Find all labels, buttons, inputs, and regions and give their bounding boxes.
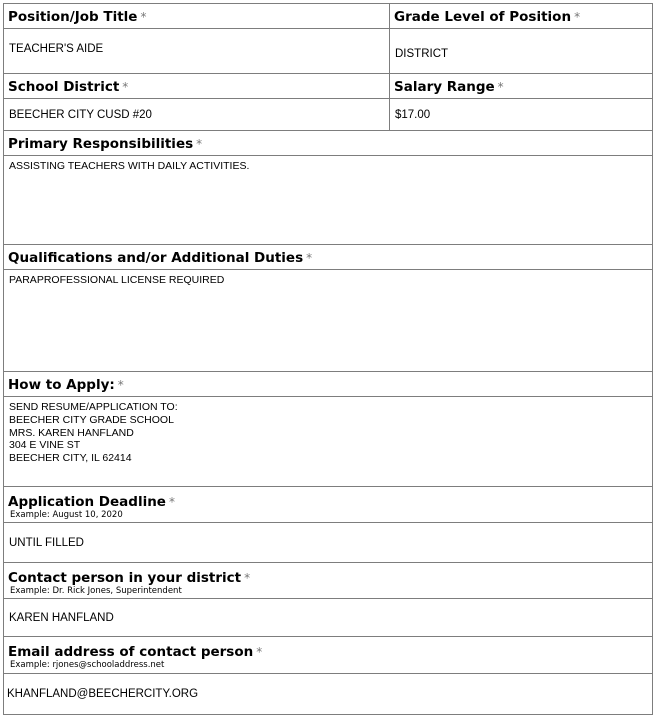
required-marker: * (117, 378, 124, 392)
qualifications-label: Qualifications and/or Additional Duties * (8, 250, 313, 266)
value-row-position (4, 29, 652, 74)
primary-responsibilities-label: Primary Responsibilities * (8, 136, 203, 152)
contact-email-example: Example: rjones@schooladdress.net (10, 660, 165, 670)
value-row-responsibilities (4, 156, 652, 245)
primary-responsibilities-field[interactable]: ASSISTING TEACHERS WITH DAILY ACTIVITIES. (9, 160, 250, 172)
header-row-how-to-apply (4, 372, 652, 397)
required-marker: * (256, 645, 263, 659)
school-district-label: School District * (8, 79, 129, 95)
required-marker: * (140, 10, 147, 24)
required-marker: * (244, 571, 251, 585)
required-marker: * (497, 80, 504, 94)
qualifications-field[interactable]: PARAPROFESSIONAL LICENSE REQUIRED (9, 274, 225, 286)
header-row-deadline (4, 487, 652, 523)
contact-person-example: Example: Dr. Rick Jones, Superintendent (10, 586, 182, 596)
salary-range-field[interactable]: $17.00 (389, 99, 652, 130)
header-row-responsibilities (4, 131, 652, 156)
application-deadline-label: Application Deadline * (8, 494, 175, 510)
value-row-qualifications (4, 270, 652, 372)
apply-line: BEECHER CITY GRADE SCHOOL (9, 413, 174, 426)
position-title-label: Position/Job Title * (8, 9, 147, 25)
value-row-contact (4, 599, 652, 637)
application-deadline-field[interactable]: UNTIL FILLED (9, 536, 84, 549)
position-title-field[interactable]: TEACHER'S AIDE (9, 43, 104, 55)
salary-range-label: Salary Range * (389, 74, 652, 98)
required-marker: * (122, 80, 129, 94)
apply-line: MRS. KAREN HANFLAND (9, 426, 134, 439)
job-posting-form (3, 3, 653, 715)
how-to-apply-label: How to Apply: * (8, 377, 124, 393)
value-row-email (4, 674, 652, 714)
contact-email-field[interactable]: KHANFLAND@BEECHERCITY.ORG (7, 688, 199, 700)
header-row-qualifications (4, 245, 652, 270)
application-deadline-example: Example: August 10, 2020 (10, 510, 123, 520)
grade-level-field[interactable]: DISTRICT (389, 29, 652, 73)
required-marker: * (168, 495, 175, 509)
school-district-field[interactable]: BEECHER CITY CUSD #20 (9, 108, 152, 121)
value-row-how-to-apply (4, 397, 652, 487)
apply-line: BEECHER CITY, IL 62414 (9, 452, 132, 465)
contact-email-label: Email address of contact person * (8, 644, 263, 660)
contact-person-field[interactable]: KAREN HANFLAND (9, 611, 114, 624)
header-row-email (4, 637, 652, 674)
header-row-position (4, 4, 652, 29)
required-marker: * (574, 10, 581, 24)
header-row-contact (4, 563, 652, 599)
how-to-apply-field[interactable] (4, 397, 652, 486)
apply-line: SEND RESUME/APPLICATION TO: (9, 401, 178, 413)
contact-person-label: Contact person in your district * (8, 570, 251, 586)
header-row-district (4, 74, 652, 99)
value-row-district (4, 99, 652, 131)
grade-level-label: Grade Level of Position * (389, 4, 652, 28)
value-row-deadline (4, 523, 652, 563)
required-marker: * (196, 137, 203, 151)
required-marker: * (306, 251, 313, 265)
apply-line: 304 E VINE ST (9, 439, 81, 452)
